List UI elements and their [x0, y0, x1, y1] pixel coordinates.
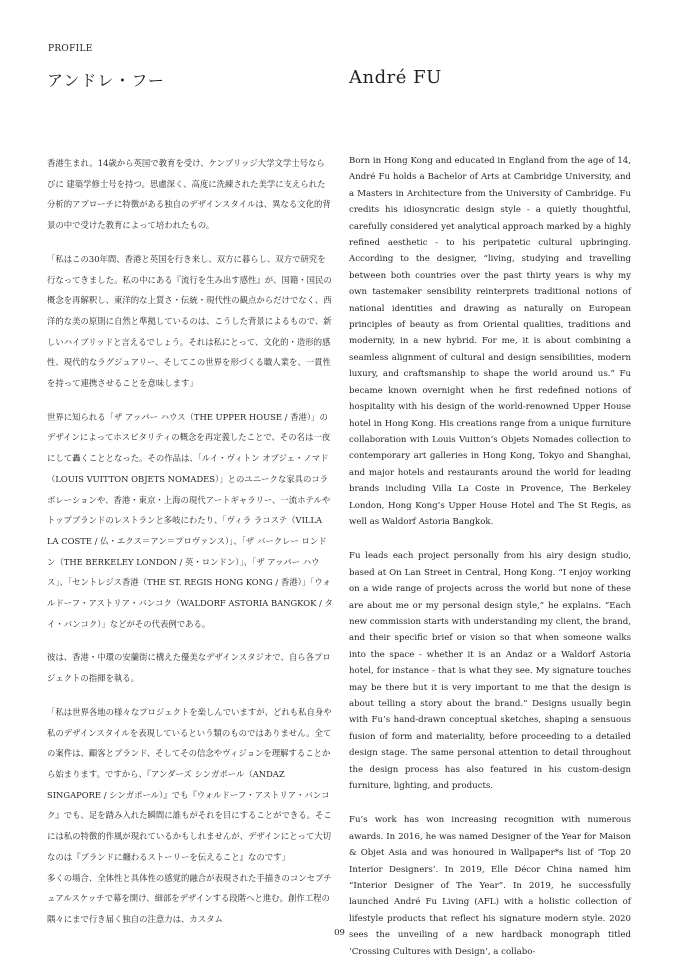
japanese-paragraph: 「私は世界各地の様々なプロジェクトを楽しんでいますが、どれも私自身や私のデザインスタイルを表現しているという類のものではありません。全ての案件は、顧客とブランド、そしてその信念やヴィジョンを理解することから始まります。ですから、『アンダーズ シンガポール（ANDAZ SINGAPORE / シンガポール）』でも『ウォルドーフ・アストリア・バンコク』でも、足を踏み入れた瞬間に誰もがそれを目にすることができる。そこには私の特徴的作風が現れているかもしれませんが、デザインにとって大切なのは『ブランドに纏わるストーリーを伝えること』なのです」 — [47, 706, 332, 862]
designer-name-english: André FU — [349, 67, 442, 88]
japanese-paragraph: 彼は、香港・中環の安蘭街に構えた優美なデザインスタジオで、自ら各プロジェクトの指揮を執る。 — [47, 652, 331, 684]
section-label: PROFILE — [48, 44, 93, 54]
english-paragraph: Born in Hong Kong and educated in England from the age of 14, André Fu holds a Bachelor of Arts at Cambridge University, and a Masters in Architecture from the University of Cambridge. Fu credits his idiosyncratic design style - a quietly thoughtful, carefully considered yet analytical approach marked by a highly refined aesthetic - to his peripatetic cultural upbringing. According to the designer, “living, studying and travelling between both countries over the past thirty years is why my own tastemaker sensibility reinterprets traditional notions of national identities and drawing as naturally on European principles of beauty as from Oriental qualities, traditions and modernity, in a new hybrid. For me, it is about combining a seamless alignment of cultural and design sensibilities, modern luxury, and craftsmanship to shape the world around us.” Fu became known overnight when he first redefined notions of hospitality with his design of the world-renowned Upper House hotel in Hong Kong. His creations range from a unique furniture collaboration with Louis Vuitton’s Objets Nomades collection to contemporary art galleries in Hong Kong, Tokyo and Shanghai, and major hotels and restaurants around the world for leading brands including Villa La Coste in Provence, The Berkeley London, Hong Kong’s Upper House Hotel and The St Regis, as well as Waldorf Astoria Bangkok. — [349, 156, 631, 527]
page-number: 09 — [334, 928, 345, 938]
japanese-biography-column — [47, 153, 333, 943]
designer-name-japanese: アンドレ・フー — [47, 71, 165, 90]
japanese-paragraph: 香港生まれ。14歳から英国で教育を受け、ケンブリッジ大学文学士号ならびに 建築学修士号を持つ。思慮深く、高度に洗練された美学に支えられた分析的アプローチに特徴がある独自のデザインスタイルは、異なる文化的背景の中で受けた教育によって培われたもの。 — [47, 158, 331, 231]
japanese-paragraph: 世界に知られる「ザ アッパー ハウス（THE UPPER HOUSE / 香港）」のデザインによってホスピタリティの概念を再定義したことで、その名は一夜にして轟くこととなった。その作品は、「ルイ・ヴィトン オブジェ・ノマド（LOUIS VUITTON OBJETS NOMADES）」とのユニークな家具のコラボレーションや、香港・東京・上海の現代アートギャラリー、一流ホテルやトップブランドのレストランと多岐にわたり、「ヴィラ ラコステ（VILLA LA COSTE / 仏・エクス＝アン＝プロヴァンス）」、「ザ バークレー ロンドン（THE BERKELEY LONDON / 英・ロンドン）」、「ザ アッパー ハウス」、「セントレジス香港（THE ST. REGIS HONG KONG / 香港）」「ウォルドーフ・アストリア・バンコク（WALDORF ASTORIA BANGKOK / タイ・バンコク）」などがその代表例である。 — [47, 411, 333, 629]
japanese-paragraph: 「私はこの30年間、香港と英国を行き来し、双方に暮らし、双方で研究を行なってきました。私の中にある『流行を生み出す感性』が、国籍・国民の概念を再解釈し、東洋的な上質さ・伝統・現代性の観点からだけでなく、西洋的な美の原則に自然と準拠しているのは、こうした背景によるもので、新しいハイブリッドと言えるでしょう。それは私にとって、文化的・造形的感性、現代的なラグジュアリー、そしてこの世界を形づくる職人業を、一貫性を持って連携させることを意味します」 — [47, 253, 332, 389]
english-paragraph: Fu leads each project personally from his airy design studio, based at On Lan Street in Central, Hong Kong. “I enjoy working on a wide range of projects across the world but none of these are about me or my personal design style,” he explains. “Each new commission starts with understanding my client, the brand, and their specific brief or vision so that when someone walks into the space - whether it is an Andaz or a Waldorf Astoria hotel, for instance - that is what they see. My signature touches may be there but it is very important to me that the design is about telling a story about the brand.” Designs usually begin with Fu’s hand-drawn conceptual sketches, shaping a sensuous fusion of form and materiality, before proceeding to a detailed design stage. The same personal attention to detail throughout the design process has also featured in his custom-design furniture, lighting, and products. — [349, 551, 631, 792]
japanese-paragraph: 多くの場合、全体性と具体性の感覚的融合が表現された手描きのコンセプチュアルスケッチで幕を開け、細部をデザインする段階へと進む。創作工程の隅々にまで行き届く独自の注意力は、カスタム — [47, 872, 332, 924]
english-paragraph: Fu’s work has won increasing recognition with numerous awards. In 2016, he was named Designer of the Year for Maison & Objet Asia and was honoured in Wallpaper*s list of ‘Top 20 Interior Designers’. In 2019, Elle Décor China named him “Interior Designer of The Year”. In 2019, he successfully launched André Fu Living (AFL) with a holistic collection of lifestyle products that reflect his signature modern style. 2020 sees the unveiling of a new hardback monograph titled ‘Crossing Cultures with Design’, a collabo- — [349, 815, 631, 957]
english-biography-column — [349, 153, 631, 978]
